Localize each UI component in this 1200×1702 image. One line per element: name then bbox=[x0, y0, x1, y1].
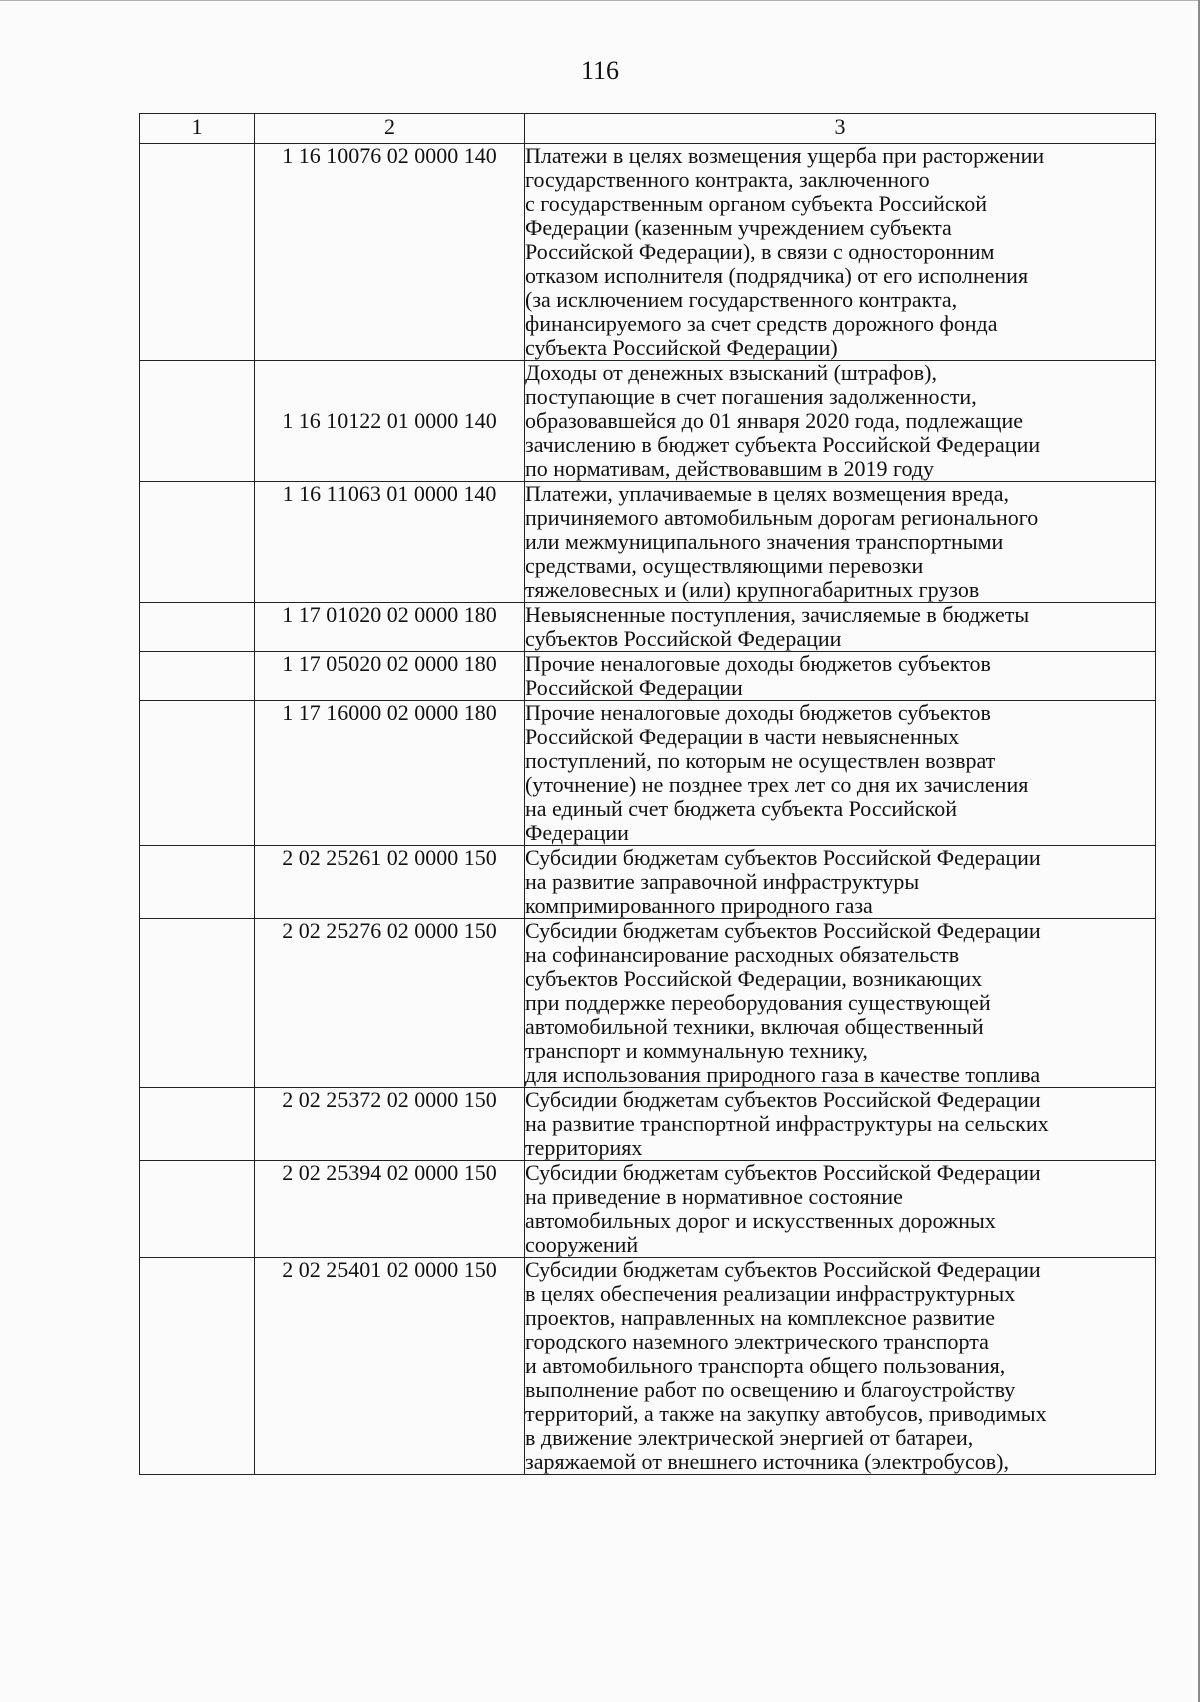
description-line: Российской Федерации в части невыясненных bbox=[525, 724, 960, 749]
description-line: зачислению в бюджет субъекта Российской Федерации bbox=[525, 432, 1041, 457]
page-number: 116 bbox=[580, 56, 620, 85]
income-code-cell: 1 17 01020 02 0000 180 bbox=[255, 603, 525, 652]
income-code-cell: 2 02 25394 02 0000 150 bbox=[255, 1161, 525, 1258]
table-row bbox=[140, 361, 1156, 482]
description-line: транспорт и коммунальную технику, bbox=[525, 1038, 868, 1063]
column-header-2: 2 bbox=[255, 114, 525, 144]
description-line: выполнение работ по освещению и благоустройству bbox=[525, 1377, 1016, 1402]
income-description-cell bbox=[525, 701, 1156, 846]
description-line: на приведение в нормативное состояние bbox=[525, 1184, 903, 1209]
description-line: поступлений, по которым не осуществлен возврат bbox=[525, 748, 996, 773]
row-number-cell bbox=[140, 701, 255, 846]
row-number-cell bbox=[140, 361, 255, 482]
description-line: автомобильной техники, включая общественный bbox=[525, 1014, 984, 1039]
description-line: на развитие заправочной инфраструктуры bbox=[525, 869, 920, 894]
description-line: поступающие в счет погашения задолженности, bbox=[525, 384, 977, 409]
row-number-cell bbox=[140, 846, 255, 919]
income-codes-table bbox=[139, 113, 1156, 1475]
income-code-cell: 1 16 10076 02 0000 140 bbox=[255, 144, 525, 361]
description-line: средствами, осуществляющими перевозки bbox=[525, 553, 924, 578]
table-row bbox=[140, 603, 1156, 652]
description-line: территорий, а также на закупку автобусов, приводимых bbox=[525, 1401, 1047, 1426]
income-description-cell bbox=[525, 919, 1156, 1088]
income-code-cell: 2 02 25372 02 0000 150 bbox=[255, 1088, 525, 1161]
table-row bbox=[140, 701, 1156, 846]
description-line: субъектов Российской Федерации bbox=[525, 626, 842, 651]
table-row bbox=[140, 846, 1156, 919]
description-line: Невыясненные поступления, зачисляемые в бюджеты bbox=[525, 602, 1030, 627]
description-line: Платежи, уплачиваемые в целях возмещения вреда, bbox=[525, 481, 1009, 506]
income-code-cell: 2 02 25401 02 0000 150 bbox=[255, 1258, 525, 1475]
description-line: Субсидии бюджетам субъектов Российской Федерации bbox=[525, 845, 1041, 870]
description-line: Федерации bbox=[525, 820, 629, 845]
table-row bbox=[140, 652, 1156, 701]
column-header-1: 1 bbox=[140, 114, 255, 144]
description-line: при поддержке переоборудования существующей bbox=[525, 990, 991, 1015]
description-line: автомобильных дорог и искусственных дорожных bbox=[525, 1208, 996, 1233]
table-row bbox=[140, 482, 1156, 603]
description-line: (уточнение) не позднее трех лет со дня их зачисления bbox=[525, 772, 1029, 797]
description-line: субъектов Российской Федерации, возникающих bbox=[525, 966, 983, 991]
table-row bbox=[140, 919, 1156, 1088]
description-line: (за исключением государственного контракта, bbox=[525, 287, 958, 312]
description-line: на софинансирование расходных обязательств bbox=[525, 942, 960, 967]
row-number-cell bbox=[140, 1258, 255, 1475]
description-line: Российской Федерации bbox=[525, 675, 743, 700]
description-line: Доходы от денежных взысканий (штрафов), bbox=[525, 360, 937, 385]
table-row bbox=[140, 144, 1156, 361]
description-line: для использования природного газа в качестве топлива bbox=[525, 1062, 1041, 1087]
description-line: и автомобильного транспорта общего пользования, bbox=[525, 1353, 1006, 1378]
income-code-cell: 2 02 25276 02 0000 150 bbox=[255, 919, 525, 1088]
description-line: тяжеловесных и (или) крупногабаритных грузов bbox=[525, 577, 980, 602]
description-line: государственного контракта, заключенного bbox=[525, 167, 930, 192]
description-line: компримированного природного газа bbox=[525, 893, 873, 918]
income-code-cell: 1 17 16000 02 0000 180 bbox=[255, 701, 525, 846]
column-header-3: 3 bbox=[525, 114, 1156, 144]
description-line: Прочие неналоговые доходы бюджетов субъектов bbox=[525, 651, 991, 676]
description-line: в целях обеспечения реализации инфраструктурных bbox=[525, 1281, 1016, 1306]
income-description-cell bbox=[525, 361, 1156, 482]
table-row bbox=[140, 1258, 1156, 1475]
description-line: Субсидии бюджетам субъектов Российской Федерации bbox=[525, 1257, 1041, 1282]
income-description-cell bbox=[525, 603, 1156, 652]
description-line: образовавшейся до 01 января 2020 года, подлежащие bbox=[525, 408, 1024, 433]
income-description-cell bbox=[525, 1088, 1156, 1161]
row-number-cell bbox=[140, 1088, 255, 1161]
description-line: на единый счет бюджета субъекта Российской bbox=[525, 796, 958, 821]
table-body bbox=[140, 144, 1156, 1475]
row-number-cell bbox=[140, 144, 255, 361]
description-line: Платежи в целях возмещения ущерба при расторжении bbox=[525, 143, 1045, 168]
description-line: Федерации (казенным учреждением субъекта bbox=[525, 215, 952, 240]
income-description-cell bbox=[525, 482, 1156, 603]
description-line: Российской Федерации), в связи с односторонним bbox=[525, 239, 995, 264]
table-row bbox=[140, 1161, 1156, 1258]
description-line: территориях bbox=[525, 1135, 643, 1160]
income-code-cell: 1 17 05020 02 0000 180 bbox=[255, 652, 525, 701]
income-code-cell: 1 16 10122 01 0000 140 bbox=[255, 361, 525, 482]
income-description-cell bbox=[525, 846, 1156, 919]
row-number-cell bbox=[140, 919, 255, 1088]
description-line: Субсидии бюджетам субъектов Российской Федерации bbox=[525, 918, 1041, 943]
description-line: финансируемого за счет средств дорожного фонда bbox=[525, 311, 998, 336]
row-number-cell bbox=[140, 482, 255, 603]
description-line: с государственным органом субъекта Российской bbox=[525, 191, 987, 216]
income-description-cell bbox=[525, 144, 1156, 361]
description-line: городского наземного электрического транспорта bbox=[525, 1329, 989, 1354]
description-line: Прочие неналоговые доходы бюджетов субъектов bbox=[525, 700, 991, 725]
description-line: субъекта Российской Федерации) bbox=[525, 335, 838, 360]
page-top-edge bbox=[0, 0, 1200, 1]
row-number-cell bbox=[140, 603, 255, 652]
income-description-cell bbox=[525, 1258, 1156, 1475]
description-line: Субсидии бюджетам субъектов Российской Федерации bbox=[525, 1160, 1041, 1185]
income-code-cell: 2 02 25261 02 0000 150 bbox=[255, 846, 525, 919]
description-line: в движение электрической энергией от батареи, bbox=[525, 1425, 974, 1450]
table-header-row bbox=[140, 114, 1156, 144]
income-description-cell bbox=[525, 1161, 1156, 1258]
income-code-cell: 1 16 11063 01 0000 140 bbox=[255, 482, 525, 603]
description-line: проектов, направленных на комплексное развитие bbox=[525, 1305, 995, 1330]
description-line: Субсидии бюджетам субъектов Российской Федерации bbox=[525, 1087, 1041, 1112]
description-line: или межмуниципального значения транспортными bbox=[525, 529, 1004, 554]
table-row bbox=[140, 1088, 1156, 1161]
description-line: по нормативам, действовавшим в 2019 году bbox=[525, 456, 935, 481]
description-line: причиняемого автомобильным дорогам регионального bbox=[525, 505, 1039, 530]
description-line: отказом исполнителя (подрядчика) от его исполнения bbox=[525, 263, 1029, 288]
description-line: сооружений bbox=[525, 1232, 639, 1257]
income-description-cell bbox=[525, 652, 1156, 701]
description-line: заряжаемой от внешнего источника (электробусов), bbox=[525, 1449, 1009, 1474]
description-line: на развитие транспортной инфраструктуры на сельских bbox=[525, 1111, 1049, 1136]
row-number-cell bbox=[140, 652, 255, 701]
row-number-cell bbox=[140, 1161, 255, 1258]
